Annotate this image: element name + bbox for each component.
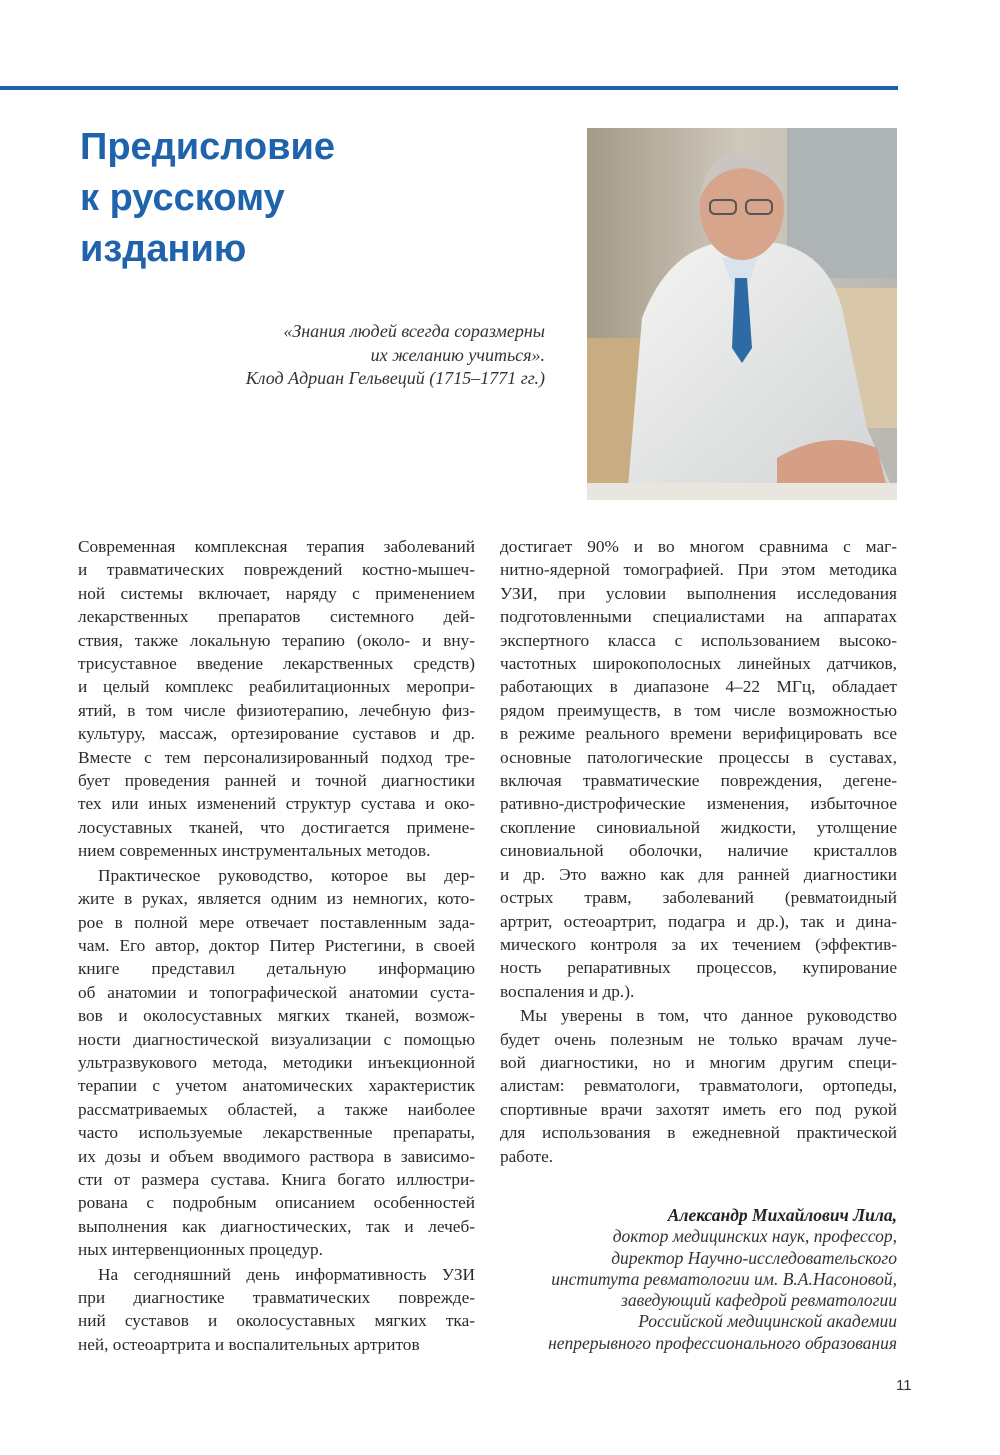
text-line: подготовленными специалистами на аппаратах xyxy=(500,607,897,627)
text-line: рассматриваемых областей, а также наиболее xyxy=(78,1099,475,1119)
text-line: ности диагностической визуализации с помощью xyxy=(78,1029,475,1049)
header-rule xyxy=(0,86,898,90)
paragraph xyxy=(78,864,475,1262)
epigraph-line: «Знания людей всегда соразмерны xyxy=(283,321,545,341)
title-line: Предисловие xyxy=(80,126,335,168)
text-line: ней, остеоартрита и воспалительных артритов xyxy=(78,1334,420,1354)
text-line: сти от размера сустава. Книга богато иллюстри- xyxy=(78,1169,475,1189)
signature-name: Александр Михайлович Лила, xyxy=(667,1205,897,1225)
text-line: рядом преимуществ, в том числе возможностью xyxy=(500,700,897,720)
text-line: алистам: ревматологи, травматологи, ортопеды, xyxy=(500,1076,897,1096)
paragraph xyxy=(500,1004,897,1168)
text-line: ность репаративных процессов, купирование xyxy=(500,958,897,978)
left-column xyxy=(78,535,475,1357)
text-line: об анатомии и топографической анатомии суста- xyxy=(78,982,475,1002)
text-line: работе. xyxy=(500,1146,554,1166)
text-line: ных интервенционных процедур. xyxy=(78,1240,323,1260)
text-line: книге представил детальную информацию xyxy=(78,959,475,979)
text-line: основные патологические процессы в суставах, xyxy=(500,747,897,767)
text-line: Вместе с тем персонализированный подход тре- xyxy=(78,747,475,767)
text-line: бует проведения ранней и точной диагностики xyxy=(78,771,475,791)
text-line: включая травматические повреждения, дегене- xyxy=(500,771,897,791)
text-line: воспаления и др.). xyxy=(500,981,635,1001)
text-line: вой диагностики, но и многим другим специ- xyxy=(500,1052,897,1072)
text-line: часто используемые лекарственные препараты, xyxy=(78,1123,475,1143)
epigraph-author: Клод Адриан Гельвеций (1715–1771 гг.) xyxy=(245,368,545,388)
text-line: частотных широкополосных линейных датчиков, xyxy=(500,654,897,674)
text-line: скопление синовиальной жидкости, утолщение xyxy=(500,817,897,837)
text-line: достигает 90% и во многом сравнима с маг- xyxy=(500,537,897,556)
text-line: выполнения как диагностических, так и лечеб- xyxy=(78,1216,475,1236)
text-line: и травматических повреждений костно-мышеч- xyxy=(78,560,475,580)
page-number: 11 xyxy=(896,1377,912,1394)
right-column xyxy=(500,535,897,1169)
text-line: будет очень полезным не только врачам луче- xyxy=(500,1029,897,1049)
text-line: Практическое руководство, которое вы дер- xyxy=(98,865,475,885)
epigraph xyxy=(246,320,545,391)
text-line: трисуставное введение лекарственных средств) xyxy=(78,654,475,674)
text-line: ний суставов и околосуставных мягких тка- xyxy=(78,1311,475,1331)
text-line: экспертного класса с использованием высоко- xyxy=(500,630,897,650)
text-line: лекарственных препаратов системного дей- xyxy=(78,607,475,627)
paragraph xyxy=(78,1263,475,1357)
text-line: Современная комплексная терапия заболеваний xyxy=(78,537,475,556)
text-line: при диагностике травматических поврежде- xyxy=(78,1288,475,1307)
signature-line: доктор медицинских наук, профессор, xyxy=(612,1226,897,1247)
signature-line: заведующий кафедрой ревматологии xyxy=(621,1290,897,1311)
paragraph xyxy=(500,535,897,1003)
signature-block xyxy=(548,1205,897,1354)
text-line: нитно-ядерной томографией. При этом методика xyxy=(500,560,897,580)
text-line: рое в полной мере отвечает поставленным зада- xyxy=(78,912,475,932)
text-line: нием современных инструментальных методов. xyxy=(78,841,431,861)
text-line: ной системы включает, наряду с применением xyxy=(78,583,475,603)
text-line: чам. Его автор, доктор Питер Ристегини, в своей xyxy=(78,935,475,955)
text-line: культуру, массаж, ортезирование суставов и др. xyxy=(78,724,475,744)
signature-line: института ревматологии им. В.А.Насоновой, xyxy=(551,1268,897,1289)
text-line: спортивные врачи захотят иметь его под рукой xyxy=(500,1099,897,1119)
text-line: тех или иных изменений структур сустава и око- xyxy=(78,794,475,814)
text-line: рована с подробным описанием особенностей xyxy=(78,1193,475,1213)
text-line: и др. Это важно как для ранней диагностики xyxy=(500,864,897,884)
signature-line: Российской медицинской академии xyxy=(638,1311,897,1332)
text-line: мического контроля за их течением (эффектив- xyxy=(500,934,897,954)
text-line: работающих в диапазоне 4–22 МГц, обладает xyxy=(500,677,897,697)
signature-line: директор Научно-исследовательского xyxy=(611,1247,897,1268)
text-line: синовиальной оболочки, наличие кристаллов xyxy=(500,841,897,861)
epigraph-line: их желанию учиться». xyxy=(370,344,545,365)
text-line: Мы уверены в том, что данное руководство xyxy=(520,1006,897,1026)
text-line: ствия, также локальную терапию (около- и вну- xyxy=(78,630,475,650)
author-photo xyxy=(587,128,897,500)
text-line: артрит, остеоартрит, подагра и др.), так и дина- xyxy=(500,911,897,931)
text-line: вов и околосуставных мягких тканей, возмож- xyxy=(78,1006,475,1026)
text-line: жите в руках, является одним из немногих, кото- xyxy=(78,889,475,909)
text-line: их дозы и объем вводимого раствора в зависимо- xyxy=(78,1146,475,1166)
page-title xyxy=(80,122,335,275)
text-line: ультразвукового метода, методики инъекционной xyxy=(78,1052,475,1072)
text-line: терапии с учетом анатомических характеристик xyxy=(78,1076,475,1096)
text-line: ративно-дистрофические изменения, избыточное xyxy=(500,794,897,814)
text-line: и целый комплекс реабилитационных меропри- xyxy=(78,677,475,697)
text-line: лосуставных тканей, что достигается примене- xyxy=(78,817,475,837)
text-line: острых травм, заболеваний (ревматоидный xyxy=(500,888,897,908)
title-line: изданию xyxy=(80,228,247,270)
text-line: в режиме реального времени верифицировать все xyxy=(500,724,897,744)
text-line: для использования в ежедневной практической xyxy=(500,1123,897,1143)
text-line: ятий, в том числе физиотерапию, лечебную физ- xyxy=(78,700,475,720)
text-line: УЗИ, при условии выполнения исследования xyxy=(500,583,897,603)
paragraph xyxy=(78,535,475,863)
title-line: к русскому xyxy=(80,177,285,219)
text-line: На сегодняшний день информативность УЗИ xyxy=(98,1264,475,1284)
signature-line: непрерывного профессионального образования xyxy=(548,1332,897,1353)
